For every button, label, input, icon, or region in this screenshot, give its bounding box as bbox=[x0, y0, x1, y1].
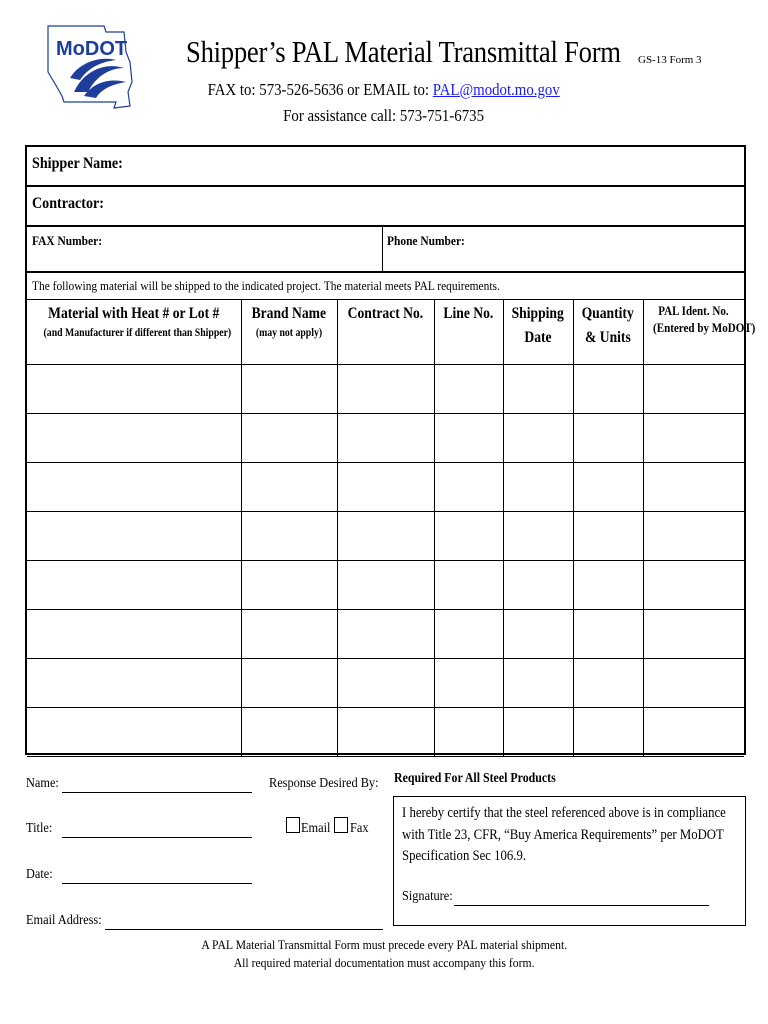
material-table-body bbox=[27, 365, 744, 757]
email-option-label: Email bbox=[301, 821, 331, 836]
table-cell[interactable] bbox=[573, 708, 643, 757]
col-quantity-header: Quantity & Units bbox=[573, 300, 643, 365]
table-cell[interactable] bbox=[573, 659, 643, 708]
table-cell[interactable] bbox=[434, 561, 503, 610]
table-cell[interactable] bbox=[27, 659, 241, 708]
col-shipping-date-header: Shipping Date bbox=[503, 300, 573, 365]
table-cell[interactable] bbox=[241, 659, 337, 708]
table-cell[interactable] bbox=[643, 561, 744, 610]
table-cell[interactable] bbox=[573, 365, 643, 414]
table-cell[interactable] bbox=[503, 610, 573, 659]
fax-phone-divider bbox=[382, 227, 383, 271]
table-cell[interactable] bbox=[643, 414, 744, 463]
name-label: Name: bbox=[26, 776, 59, 791]
footer-line-1: A PAL Material Transmittal Form must precede every PAL material shipment. bbox=[201, 937, 567, 952]
logo-text: MoDOT bbox=[56, 38, 128, 60]
footer-line-2: All required material documentation must accompany this form. bbox=[233, 955, 535, 970]
table-cell[interactable] bbox=[573, 463, 643, 512]
table-cell[interactable] bbox=[643, 512, 744, 561]
table-cell[interactable] bbox=[27, 414, 241, 463]
fax-option-label: Fax bbox=[350, 821, 369, 836]
table-cell[interactable] bbox=[434, 512, 503, 561]
table-cell[interactable] bbox=[337, 463, 434, 512]
table-cell[interactable] bbox=[337, 365, 434, 414]
form-code: GS-13 Form 3 bbox=[638, 54, 702, 66]
table-cell[interactable] bbox=[503, 365, 573, 414]
table-cell[interactable] bbox=[337, 610, 434, 659]
table-cell[interactable] bbox=[503, 561, 573, 610]
table-cell[interactable] bbox=[241, 610, 337, 659]
email-address-label: Email Address: bbox=[26, 913, 102, 928]
steel-certification-box bbox=[393, 796, 746, 926]
table-cell[interactable] bbox=[241, 708, 337, 757]
table-cell[interactable] bbox=[27, 561, 241, 610]
shipper-name-label: Shipper Name: bbox=[32, 155, 123, 172]
table-cell[interactable] bbox=[434, 414, 503, 463]
table-cell[interactable] bbox=[643, 708, 744, 757]
table-cell[interactable] bbox=[337, 512, 434, 561]
certification-text: I hereby certify that the steel referenced above is in compliance with Title 23, CFR, “Buy America Requirements” per MoDOT Specification Sec 106.9. bbox=[402, 805, 726, 864]
email-checkbox[interactable] bbox=[286, 817, 300, 833]
table-cell[interactable] bbox=[27, 463, 241, 512]
table-cell[interactable] bbox=[643, 365, 744, 414]
table-row bbox=[27, 659, 744, 708]
table-cell[interactable] bbox=[241, 365, 337, 414]
table-cell[interactable] bbox=[573, 512, 643, 561]
col-contract-header: Contract No. bbox=[337, 300, 434, 365]
fax-phone-row bbox=[27, 227, 744, 273]
table-cell[interactable] bbox=[503, 463, 573, 512]
table-cell[interactable] bbox=[434, 708, 503, 757]
transmittal-form bbox=[25, 145, 755, 755]
table-cell[interactable] bbox=[241, 561, 337, 610]
footer-notes bbox=[0, 936, 768, 972]
assistance-text: For assistance call: 573-751-6735 bbox=[283, 106, 485, 125]
table-cell[interactable] bbox=[573, 414, 643, 463]
table-cell[interactable] bbox=[573, 561, 643, 610]
col-pal-ident-header: PAL Ident. No. (Entered by MoDOT) bbox=[643, 300, 744, 365]
table-cell[interactable] bbox=[434, 659, 503, 708]
table-row bbox=[27, 512, 744, 561]
shipment-statement: The following material will be shipped to the indicated project. The material meets PAL requirements. bbox=[32, 278, 500, 293]
table-cell[interactable] bbox=[503, 708, 573, 757]
table-cell[interactable] bbox=[27, 610, 241, 659]
form-title: Shipper’s PAL Material Transmittal Form bbox=[186, 34, 621, 69]
table-header-row bbox=[27, 300, 744, 365]
table-cell[interactable] bbox=[503, 512, 573, 561]
table-cell[interactable] bbox=[503, 659, 573, 708]
table-cell[interactable] bbox=[27, 512, 241, 561]
table-cell[interactable] bbox=[434, 365, 503, 414]
signature-line[interactable] bbox=[454, 905, 709, 906]
table-cell[interactable] bbox=[434, 610, 503, 659]
table-cell[interactable] bbox=[337, 414, 434, 463]
table-cell[interactable] bbox=[503, 414, 573, 463]
table-row bbox=[27, 708, 744, 757]
table-cell[interactable] bbox=[643, 610, 744, 659]
table-cell[interactable] bbox=[337, 659, 434, 708]
phone-number-label: Phone Number: bbox=[387, 233, 465, 248]
table-cell[interactable] bbox=[27, 708, 241, 757]
table-row bbox=[27, 414, 744, 463]
table-cell[interactable] bbox=[434, 463, 503, 512]
name-line[interactable] bbox=[62, 792, 252, 793]
contractor-label: Contractor: bbox=[32, 195, 104, 212]
table-cell[interactable] bbox=[337, 708, 434, 757]
col-line-header: Line No. bbox=[434, 300, 503, 365]
table-cell[interactable] bbox=[337, 561, 434, 610]
table-cell[interactable] bbox=[643, 659, 744, 708]
steel-heading: Required For All Steel Products bbox=[394, 770, 556, 785]
email-address-line[interactable] bbox=[105, 929, 383, 930]
col-material-header: Material with Heat # or Lot # (and Manufacturer if different than Shipper) bbox=[27, 300, 241, 365]
date-line[interactable] bbox=[62, 883, 252, 884]
signature-label: Signature: bbox=[402, 889, 453, 904]
response-desired-label: Response Desired By: bbox=[269, 776, 379, 791]
table-cell[interactable] bbox=[241, 463, 337, 512]
table-row bbox=[27, 561, 744, 610]
table-cell[interactable] bbox=[573, 610, 643, 659]
table-cell[interactable] bbox=[241, 414, 337, 463]
title-line[interactable] bbox=[62, 837, 252, 838]
contact-line bbox=[0, 80, 768, 100]
fax-number-label: FAX Number: bbox=[32, 233, 103, 248]
assistance-line bbox=[0, 106, 768, 126]
fax-checkbox[interactable] bbox=[334, 817, 348, 833]
shipper-name-field[interactable] bbox=[27, 147, 744, 187]
material-table bbox=[27, 299, 755, 757]
table-cell[interactable] bbox=[27, 365, 241, 414]
table-row bbox=[27, 610, 744, 659]
table-row bbox=[27, 365, 744, 414]
date-label: Date: bbox=[26, 867, 53, 882]
email-link[interactable]: PAL@modot.mo.gov bbox=[433, 80, 561, 99]
fax-text: FAX to: 573-526-5636 or EMAIL to: bbox=[207, 80, 434, 99]
table-cell[interactable] bbox=[643, 463, 744, 512]
table-cell[interactable] bbox=[241, 512, 337, 561]
table-row bbox=[27, 463, 744, 512]
col-brand-header: Brand Name (may not apply) bbox=[241, 300, 337, 365]
title-label: Title: bbox=[26, 821, 53, 836]
contractor-field[interactable] bbox=[27, 187, 744, 227]
